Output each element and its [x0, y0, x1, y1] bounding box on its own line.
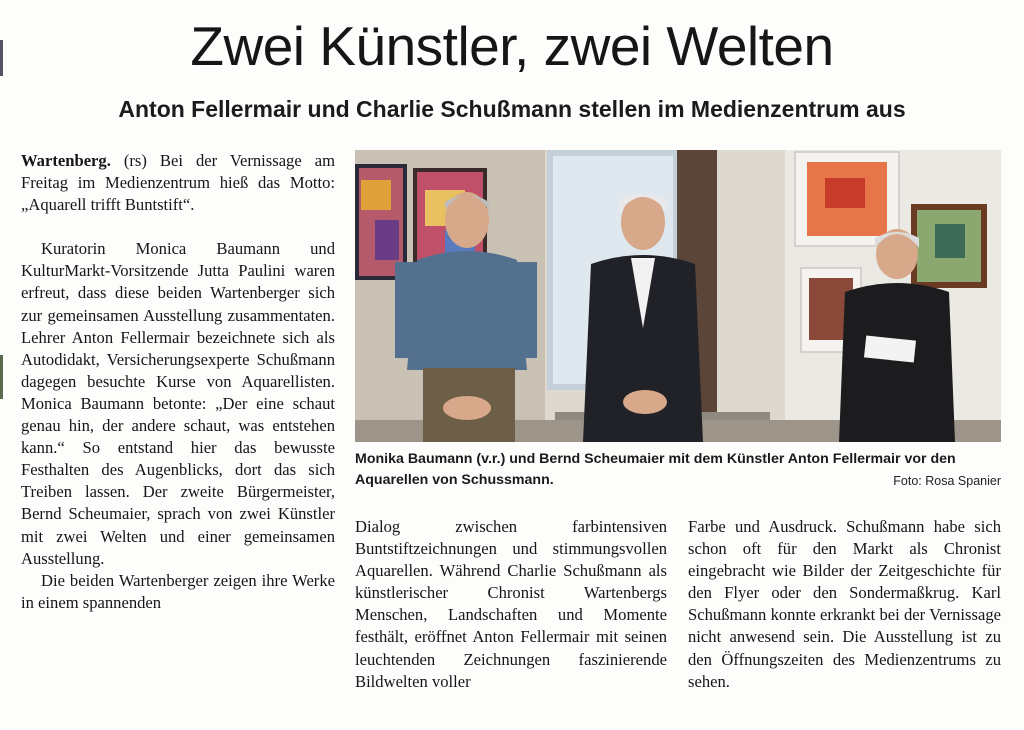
body-paragraph: Dialog zwischen farbintensiven Buntstiftzeichnungen und stimmungsvollen Aquarellen. Während Charlie Schußmann als künstlerischer Chronist Wartenbergs Menschen, Landschaften und Momente festhält, eröffnet Anton Fellermair mit seinen leuchtenden Zeichnungen faszinierende Bildwelten voller: [355, 517, 667, 691]
dateline: Wartenberg.: [21, 151, 111, 170]
edge-mark: [0, 40, 3, 76]
headline: Zwei Künstler, zwei Welten: [190, 15, 834, 77]
subheadline: Anton Fellermair und Charlie Schußmann stellen im Medienzentrum aus: [118, 96, 906, 122]
lead-paragraph: [21, 150, 335, 216]
article-photo: [355, 150, 1001, 442]
photo-caption: Monika Baumann (v.r.) und Bernd Scheumaier mit dem Künstler Anton Fellermair vor den Aquarellen von Schussmann.: [355, 451, 956, 488]
article-column-2: [355, 516, 667, 693]
body-paragraph: Kuratorin Monica Baumann und KulturMarkt-Vorsitzende Jutta Paulini waren erfreut, dass diese beiden Wartenberger sich zur gemeinsamen Ausstellung zusammentaten. Lehrer Anton Fellermair bezeichnete sich als Autodidakt, Versicherungsexperte Schußmann dagegen besuchte Kurse von Aquarellisten. Monica Baumann betonte: „Der eine schaut genau hin, der andere schaut, was entstehen kann.“ So entstand hier das bewusste Festhalten des Augenblicks, dort das sich Treiben lassen. Der zweite Bürgermeister, Bernd Scheumaier, sprach von zwei Künstler mit zwei Welten und einer gemeinsamen Ausstellung.: [21, 239, 335, 568]
photo-credit: Foto: Rosa Spanier: [893, 474, 1001, 488]
article-column-1: [21, 150, 335, 614]
edge-mark: [0, 355, 3, 399]
lead-text: (rs) Bei der Vernissage am Freitag im Medienzentrum hieß das Motto: „Aquarell trifft Buntstift“.: [21, 151, 335, 215]
body-paragraph: Die beiden Wartenberger zeigen ihre Werke in einem spannenden: [21, 570, 335, 612]
body-paragraph: Farbe und Ausdruck. Schußmann habe sich schon oft für den Markt als Chronist eingebracht wie Bilder der Zeitgeschichte für den Flyer oder den Sondermaßkrug. Karl Schußmann konnte erkrankt bei der Vernissage nicht anwesend sein. Die Ausstellung ist zu den Öffnungszeiten des Medienzentrums zu sehen.: [688, 517, 1001, 691]
article-column-3: [688, 516, 1001, 693]
